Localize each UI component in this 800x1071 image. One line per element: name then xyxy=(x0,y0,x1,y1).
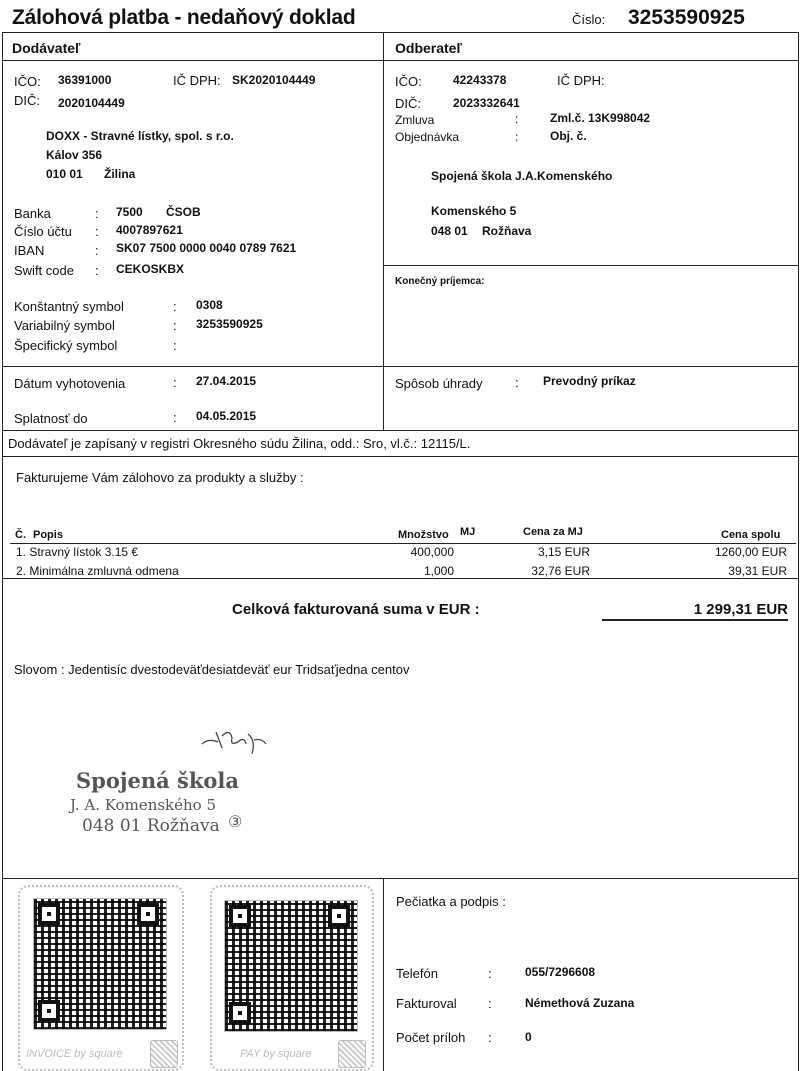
divider xyxy=(383,32,384,430)
total-underline xyxy=(602,619,788,621)
stamp-line-2: J. A. Komenského 5 xyxy=(70,796,217,814)
stamp-line-3: 048 01 Rožňava xyxy=(82,816,220,836)
colon: : xyxy=(488,1030,492,1045)
customer-dic-label: DIČ: xyxy=(395,96,421,111)
supplier-name: DOXX - Stravné lístky, spol. s r.o. xyxy=(46,129,234,143)
amount-in-words: Slovom : Jedentisíc dvestodeväťdesiatdeväť eur Tridsaťjedna centov xyxy=(14,662,410,677)
qr-finder-pattern xyxy=(38,903,60,925)
supplier-street: Kálov 356 xyxy=(46,148,103,162)
supplier-ico-label: IČO: xyxy=(14,74,41,89)
customer-icdph-label: IČ DPH: xyxy=(557,73,605,88)
row-1-qty: 400,000 xyxy=(410,545,454,559)
document-number: 3253590925 xyxy=(628,6,745,29)
col-header-no: Č. xyxy=(15,529,26,541)
issue-date-label: Dátum vyhotovenia xyxy=(14,376,126,391)
divider xyxy=(383,265,799,266)
colon: : xyxy=(173,338,177,353)
colon: : xyxy=(515,375,519,390)
spec-symbol-label: Špecifický symbol xyxy=(14,338,118,353)
account-number: 4007897621 xyxy=(116,223,183,237)
qr-finder-pattern xyxy=(229,1002,251,1024)
qr2-label: PAY by square xyxy=(240,1048,312,1060)
table-header-rule xyxy=(10,543,796,544)
const-symbol-label: Konštantný symbol xyxy=(14,299,124,314)
contract-label: Zmluva xyxy=(395,113,435,127)
col-header-unit: MJ xyxy=(460,526,476,538)
colon: : xyxy=(173,375,177,390)
divider xyxy=(2,878,799,879)
supplier-dic: 2020104449 xyxy=(58,96,125,110)
account-label: Číslo účtu xyxy=(14,224,72,239)
customer-zip: 048 01 xyxy=(431,224,468,238)
bank-name: ČSOB xyxy=(166,205,201,219)
colon: : xyxy=(488,966,492,981)
divider xyxy=(2,60,799,61)
colon: : xyxy=(515,130,519,144)
row-1-total: 1260,00 EUR xyxy=(714,545,787,559)
phone-label: Telefón xyxy=(396,966,438,981)
attachments-label: Počet príloh xyxy=(396,1030,466,1045)
signature-mark xyxy=(196,718,276,760)
divider xyxy=(2,578,799,579)
colon: : xyxy=(95,263,99,278)
customer-header: Odberateľ xyxy=(395,40,462,56)
document-title: Zálohová platba - nedaňový doklad xyxy=(12,6,356,29)
qr-finder-pattern xyxy=(328,905,350,927)
stamp-mark: ③ xyxy=(228,812,243,831)
bank-label: Banka xyxy=(14,206,51,221)
iban: SK07 7500 0000 0040 0789 7621 xyxy=(116,241,297,255)
iban-label: IBAN xyxy=(14,243,45,258)
order-label: Objednávka xyxy=(395,130,460,144)
total-amount: 1 299,31 EUR xyxy=(693,601,788,618)
colon: : xyxy=(95,243,99,258)
row-2-desc: 2. Minimálna zmluvná odmena xyxy=(16,564,179,578)
phone: 055/7296608 xyxy=(525,965,596,979)
qr1-logo-icon xyxy=(150,1040,178,1068)
qr2-logo-icon xyxy=(338,1040,366,1068)
customer-name: Spojená škola J.A.Komenského xyxy=(431,169,613,183)
colon: : xyxy=(95,224,99,239)
bank-code: 7500 xyxy=(116,205,143,219)
colon: : xyxy=(95,206,99,221)
var-symbol: 3253590925 xyxy=(196,317,263,331)
customer-ico-label: IČO: xyxy=(395,74,422,89)
row-2-total: 39,31 EUR xyxy=(728,564,787,578)
qr-finder-pattern xyxy=(137,903,159,925)
customer-street: Komenského 5 xyxy=(431,204,517,218)
payment-method-label: Spôsob úhrady xyxy=(395,376,483,391)
stamp-sign-label: Pečiatka a podpis : xyxy=(396,894,506,909)
qr1-label: INVOICE by square xyxy=(26,1048,123,1060)
swift-label: Swift code xyxy=(14,263,74,278)
divider xyxy=(2,430,799,431)
supplier-icdph-label: IČ DPH: xyxy=(173,73,221,88)
row-2-qty: 1,000 xyxy=(423,564,454,578)
customer-city: Rožňava xyxy=(482,224,532,238)
col-header-qty: Množstvo xyxy=(398,529,449,541)
col-header-desc: Popis xyxy=(33,529,63,541)
colon: : xyxy=(173,410,177,425)
customer-dic: 2023332641 xyxy=(453,96,520,110)
swift: CEKOSKBX xyxy=(116,262,185,276)
issued-by-label: Fakturoval xyxy=(396,996,457,1011)
stamp-line-1: Spojená škola xyxy=(76,768,239,793)
issued-by: Némethová Zuzana xyxy=(525,996,635,1010)
row-1-price: 3,15 EUR xyxy=(537,545,590,559)
col-header-total: Cena spolu xyxy=(721,529,781,541)
const-symbol: 0308 xyxy=(196,298,223,312)
qr-finder-pattern xyxy=(229,905,251,927)
issue-date: 27.04.2015 xyxy=(196,374,257,388)
final-recipient-label: Konečný príjemca: xyxy=(395,276,485,287)
colon: : xyxy=(173,299,177,314)
contract-number: Zml.č. 13K998042 xyxy=(550,111,651,125)
number-label: Číslo: xyxy=(572,12,606,27)
order-number: Obj. č. xyxy=(550,129,587,143)
colon: : xyxy=(515,112,519,126)
supplier-icdph: SK2020104449 xyxy=(232,73,316,87)
supplier-header: Dodávateľ xyxy=(12,40,81,56)
due-date-label: Splatnosť do xyxy=(14,411,88,426)
attachments-count: 0 xyxy=(525,1030,532,1044)
customer-ico: 42243378 xyxy=(453,73,507,87)
registry-note: Dodávateľ je zapísaný v registri Okresného súdu Žilina, odd.: Sro, vl.č.: 12115/L. xyxy=(8,436,471,451)
qr-finder-pattern xyxy=(38,1000,60,1022)
supplier-ico: 36391000 xyxy=(58,73,112,87)
due-date: 04.05.2015 xyxy=(196,409,257,423)
divider xyxy=(2,456,799,457)
row-2-price: 32,76 EUR xyxy=(531,564,590,578)
col-header-price: Cena za MJ xyxy=(523,526,583,538)
colon: : xyxy=(173,318,177,333)
divider xyxy=(383,878,384,1071)
supplier-dic-label: DIČ: xyxy=(14,93,40,108)
divider xyxy=(2,366,799,367)
var-symbol-label: Variabilný symbol xyxy=(14,318,115,333)
colon: : xyxy=(488,996,492,1011)
total-label: Celková fakturovaná suma v EUR : xyxy=(232,601,480,618)
payment-method: Prevodný príkaz xyxy=(543,374,636,388)
intro-text: Fakturujeme Vám zálohovo za produkty a služby : xyxy=(16,470,304,485)
supplier-city: Žilina xyxy=(104,167,136,181)
supplier-zip: 010 01 xyxy=(46,167,83,181)
row-1-desc: 1. Stravný lístok 3.15 € xyxy=(16,545,139,559)
